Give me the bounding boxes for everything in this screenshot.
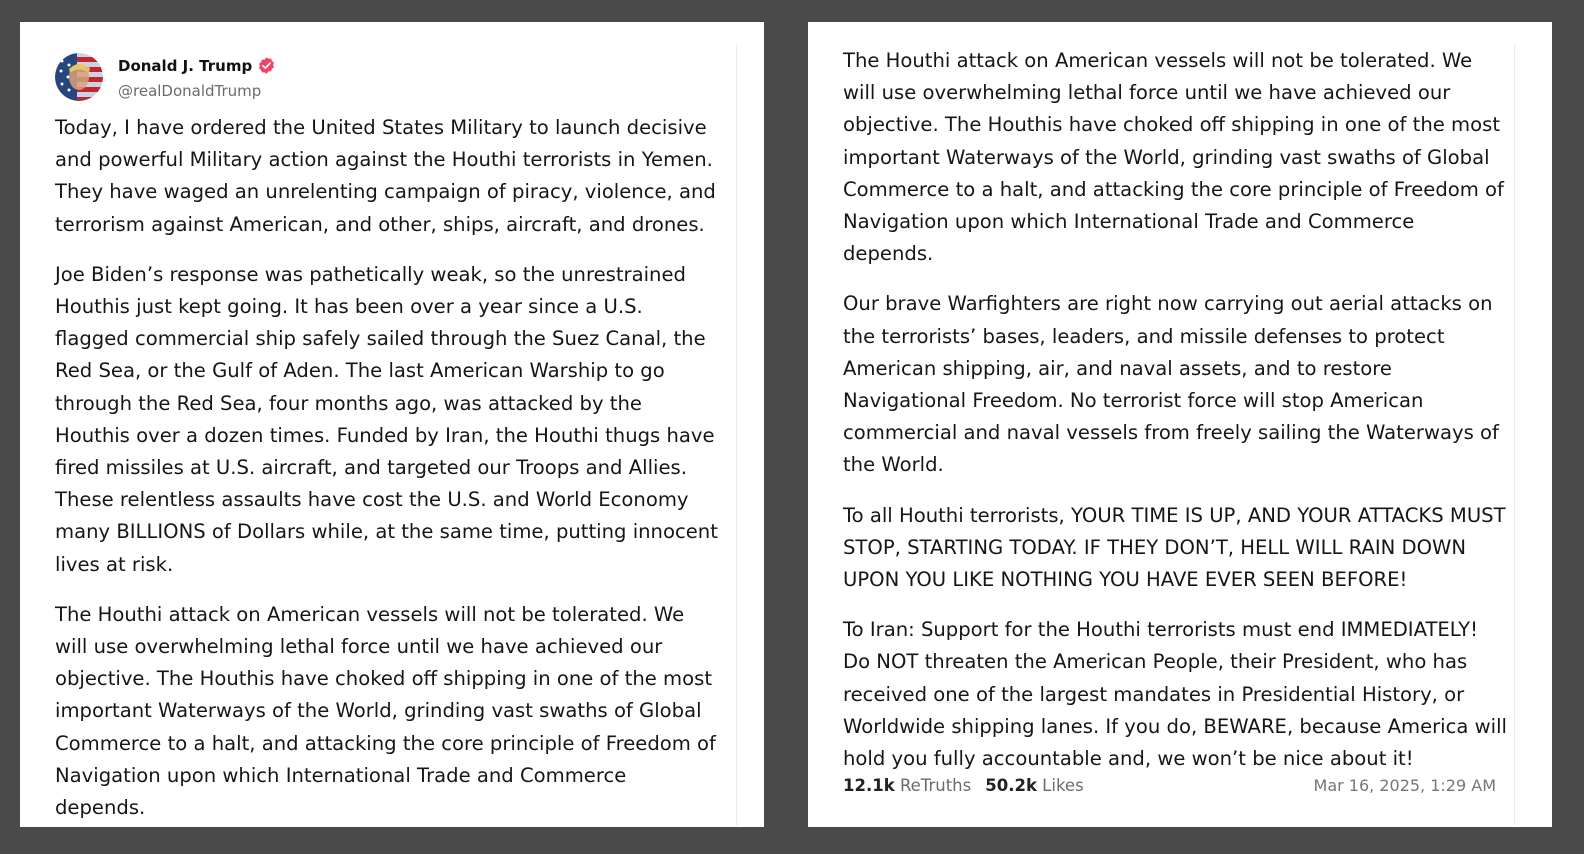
post-body (55, 112, 720, 827)
post-paragraph-6: To Iran: Support for the Houthi terrorists must end IMMEDIATELY! Do NOT threaten the American People, their President, who has received one of the largest mandates in Presidential History, or Worldwide shipping lanes. If you do, BEWARE, because America will hold you fully accountable and, we won’t be nice about it! (843, 618, 1507, 771)
author-handle[interactable]: @realDonaldTrump (118, 82, 262, 100)
retruths-stat[interactable] (843, 776, 971, 795)
likes-stat[interactable] (985, 776, 1083, 795)
post-timestamp[interactable]: Mar 16, 2025, 1:29 AM (1313, 776, 1496, 795)
post-panel-right (808, 22, 1552, 827)
post-paragraph-5: To all Houthi terrorists, YOUR TIME IS UP, AND YOUR ATTACKS MUST STOP, STARTING TODAY. IF THEY DON’T, HELL WILL RAIN DOWN UPON YOU LIKE NOTHING YOU HAVE EVER SEEN BEFORE! (843, 503, 1506, 592)
panel-divider (1514, 44, 1515, 826)
post-paragraph-4: Our brave Warfighters are right now carrying out aerial attacks on the terrorists’ bases, leaders, and missile defenses to protect American shipping, air, and naval assets, and to restore Navigational Freedom. No terrorist force will stop American commercial and naval vessels from freely sailing the Waterways of the World. (843, 292, 1499, 477)
author-name-row (118, 56, 276, 75)
likes-count: 50.2k (985, 776, 1037, 795)
likes-label: Likes (1042, 776, 1084, 795)
author-name[interactable]: Donald J. Trump (118, 56, 253, 75)
post-paragraph-2: Joe Biden’s response was pathetically weak, so the unrestrained Houthis just kept going. It has been over a year since a U.S. flagged commercial ship safely sailed through the Suez Canal, the Red Sea, or the Gulf of Aden. The last American Warship to go through the Red Sea, four months ago, was attacked by the Houthis over a dozen times. Funded by Iran, the Houthi thugs have fired missiles at U.S. aircraft, and targeted our Troops and Allies. These relentless assaults have cost the U.S. and World Economy many BILLIONS of Dollars while, at the same time, putting innocent lives at risk. (55, 262, 718, 576)
verified-badge-icon (257, 56, 276, 75)
post-panel-left (20, 22, 764, 827)
post-stats (843, 776, 1496, 795)
avatar-image (55, 53, 103, 101)
post-paragraph-1: Today, I have ordered the United States Military to launch decisive and powerful Military action against the Houthi terrorists in Yemen. They have waged an unrelenting campaign of piracy, violence, and terrorism against American, and other, ships, aircraft, and drones. (55, 116, 716, 236)
panel-divider (736, 44, 737, 826)
post-body-continued (843, 45, 1508, 793)
retruths-label: ReTruths (899, 776, 972, 795)
post-paragraph-3-repeat: The Houthi attack on American vessels will not be tolerated. We will use overwhelming lethal force until we have achieved our objective. The Houthis have choked off shipping in one of the most important Waterways of the World, grinding vast swaths of Global Commerce to a halt, and attacking the core principle of Freedom of Navigation upon which International Trade and Commerce depends. (843, 49, 1504, 266)
avatar[interactable] (55, 53, 103, 101)
post-paragraph-3: The Houthi attack on American vessels will not be tolerated. We will use overwhelming lethal force until we have achieved our objective. The Houthis have choked off shipping in one of the most important Waterways of the World, grinding vast swaths of Global Commerce to a halt, and attacking the core principle of Freedom of Navigation upon which International Trade and Commerce depends. (55, 602, 716, 820)
retruths-count: 12.1k (843, 776, 895, 795)
